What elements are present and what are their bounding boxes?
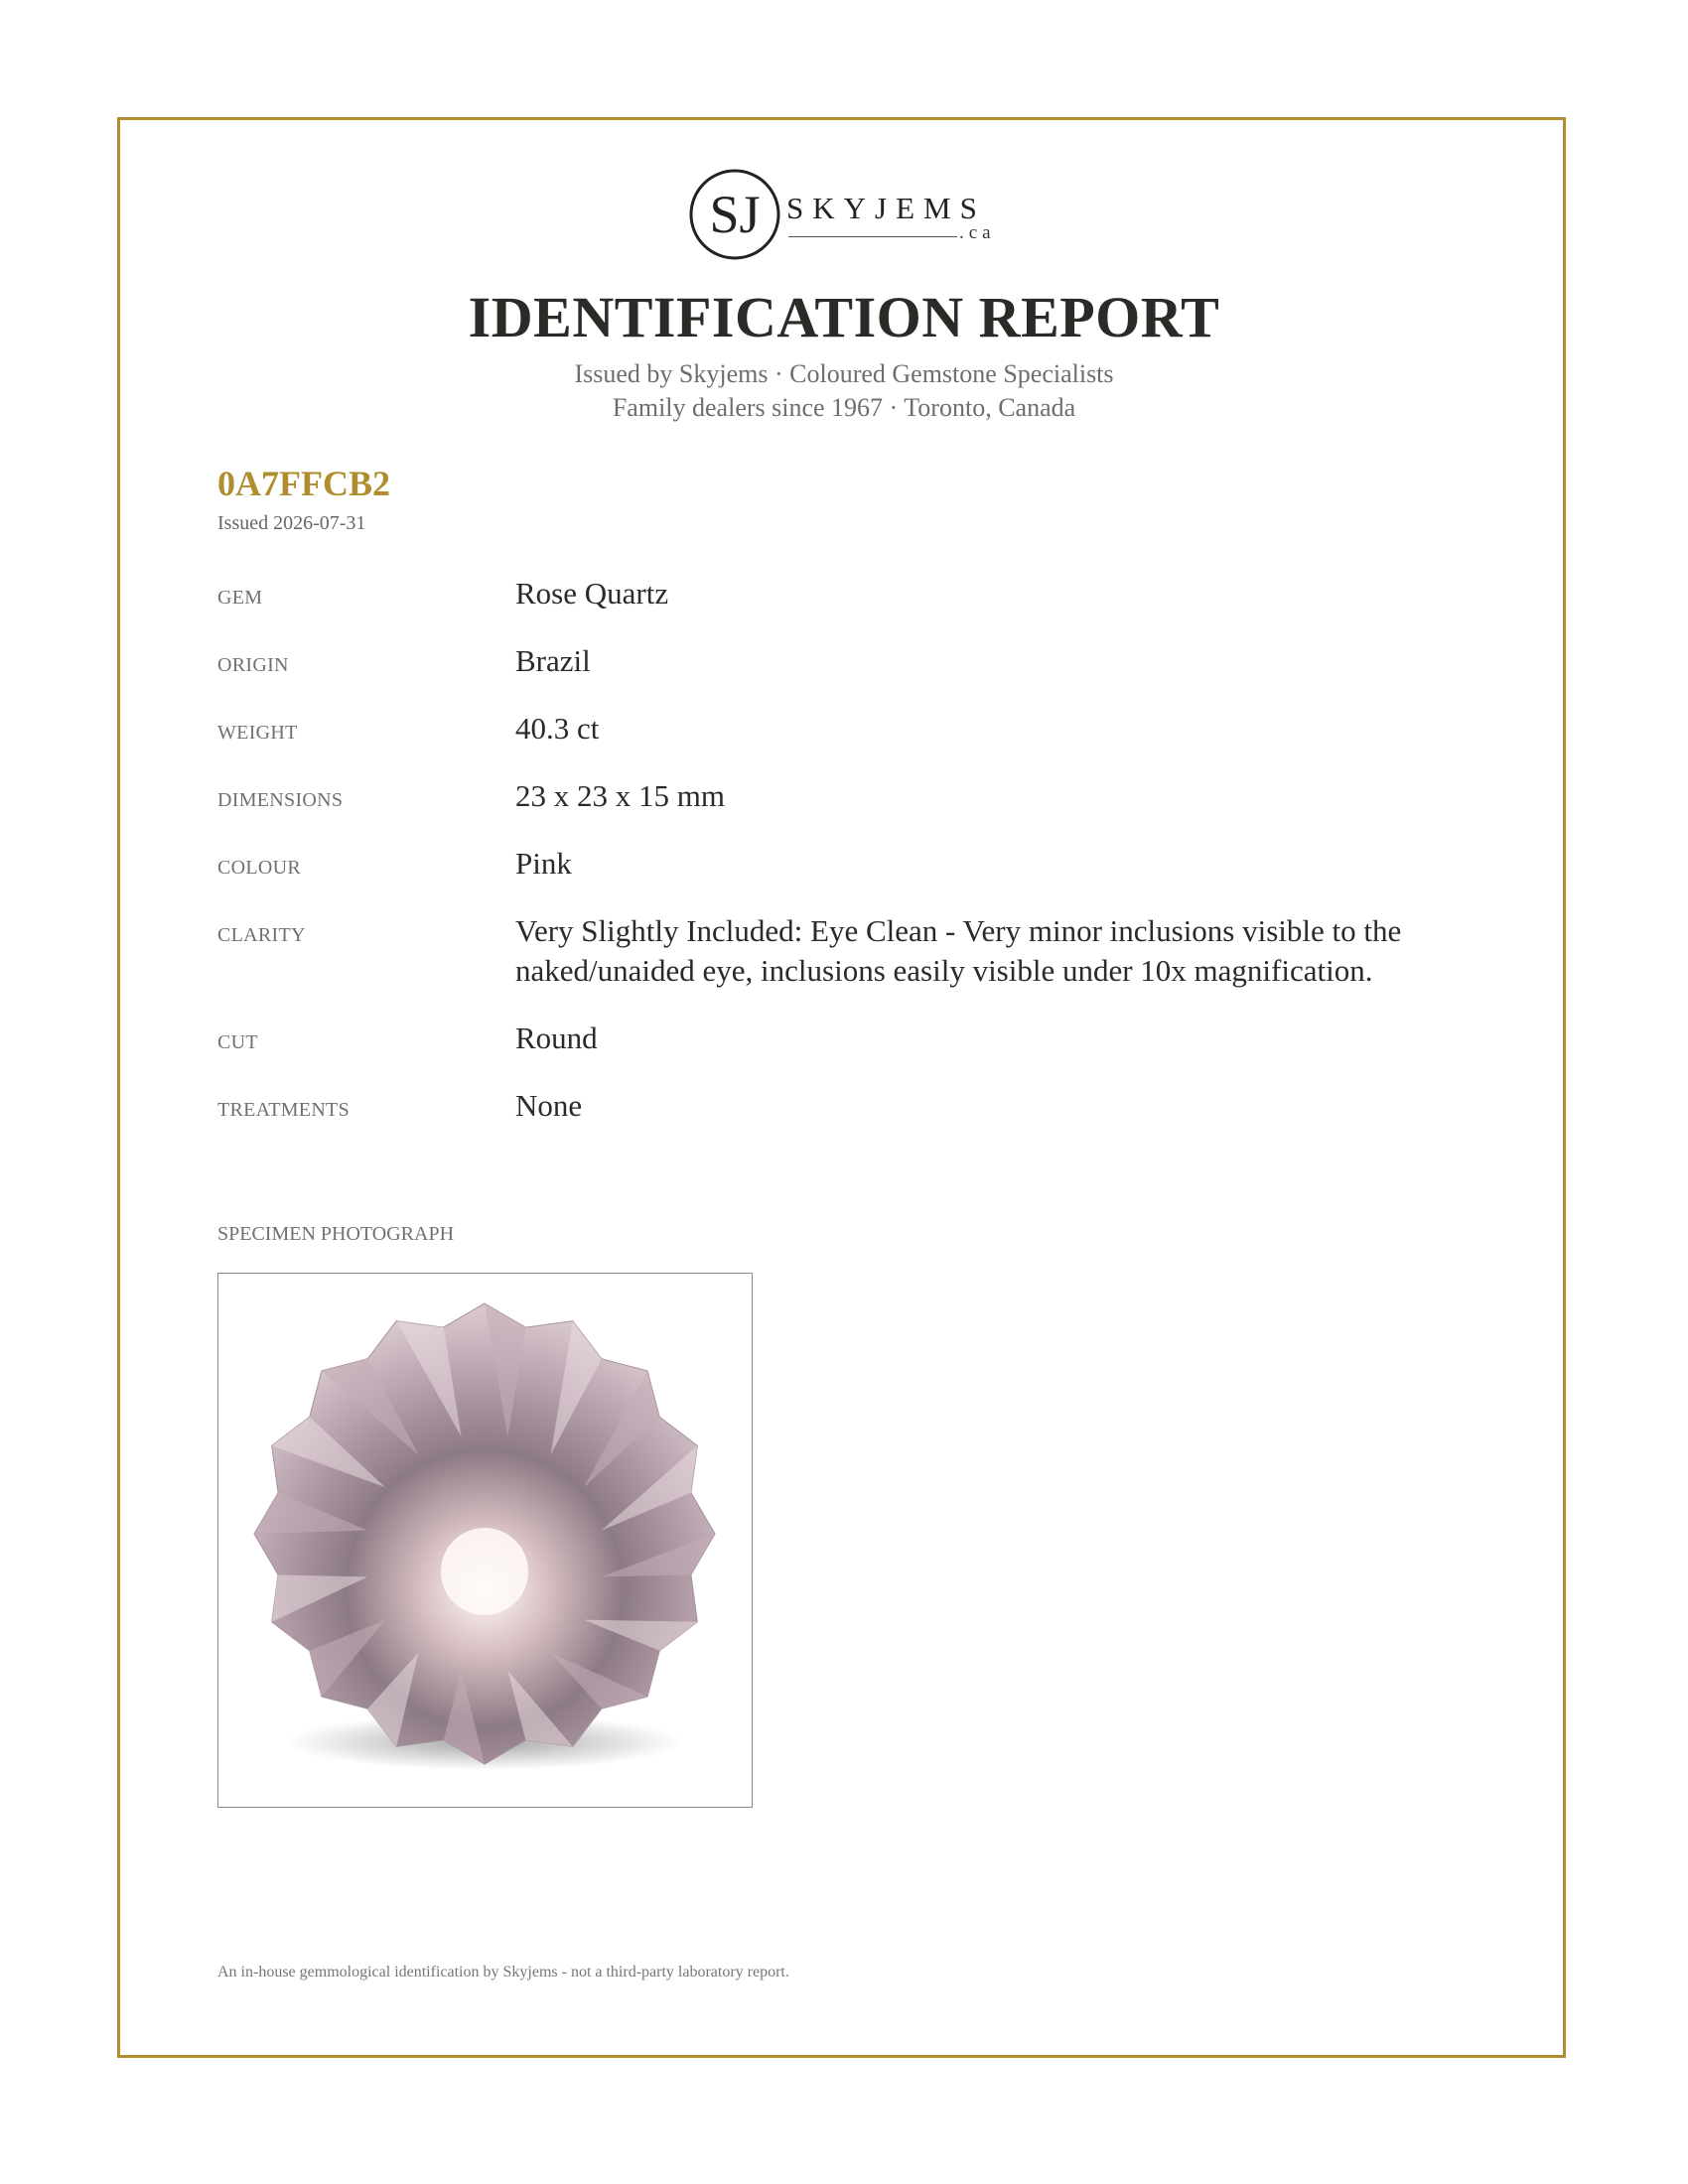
colour-value: Pink [515, 846, 572, 881]
specimen-photo-label: SPECIMEN PHOTOGRAPH [217, 1223, 455, 1245]
cut-label: CUT [217, 1031, 258, 1053]
specimen-photo [217, 1273, 753, 1808]
issuer-line: Issued by Skyjems · Coloured Gemstone Specialists [574, 359, 1114, 388]
cut-value: Round [515, 1021, 598, 1055]
weight-label: WEIGHT [217, 722, 298, 744]
treatments-value: None [515, 1088, 583, 1123]
skyjems-logo [685, 165, 1003, 264]
dimensions-value: 23 x 23 x 15 mm [515, 778, 725, 813]
origin-label: ORIGIN [217, 654, 289, 676]
logo-divider [788, 236, 957, 237]
dimensions-label: DIMENSIONS [217, 789, 344, 811]
origin-value: Brazil [515, 643, 591, 678]
treatments-label: TREATMENTS [217, 1099, 350, 1121]
gem-highlight [441, 1528, 528, 1615]
issue-date: Issued 2026-07-31 [217, 512, 366, 534]
dealer-line: Family dealers since 1967 · Toronto, Canada [612, 393, 1076, 422]
brand-name: SKYJEMS [786, 191, 986, 225]
monogram-text: SJ [709, 185, 761, 244]
weight-value: 40.3 ct [515, 711, 600, 746]
gem-value: Rose Quartz [515, 576, 669, 611]
brand-domain-suffix: .ca [959, 222, 996, 243]
sj-monogram-icon [685, 165, 784, 264]
clarity-value: Very Slightly Included: Eye Clean - Very minor inclusions visible to the naked/unaided eye, inclusions easily visible under 10x magnification. [515, 913, 1402, 988]
disclaimer-note: An in-house gemmological identification by Skyjems - not a third-party laboratory report. [217, 1964, 789, 1980]
gem-label: GEM [217, 587, 263, 609]
clarity-label: CLARITY [217, 924, 306, 946]
colour-label: COLOUR [217, 857, 302, 879]
report-id: 0A7FFCB2 [217, 464, 390, 503]
gemstone-image [218, 1274, 752, 1807]
report-title: IDENTIFICATION REPORT [468, 285, 1220, 349]
